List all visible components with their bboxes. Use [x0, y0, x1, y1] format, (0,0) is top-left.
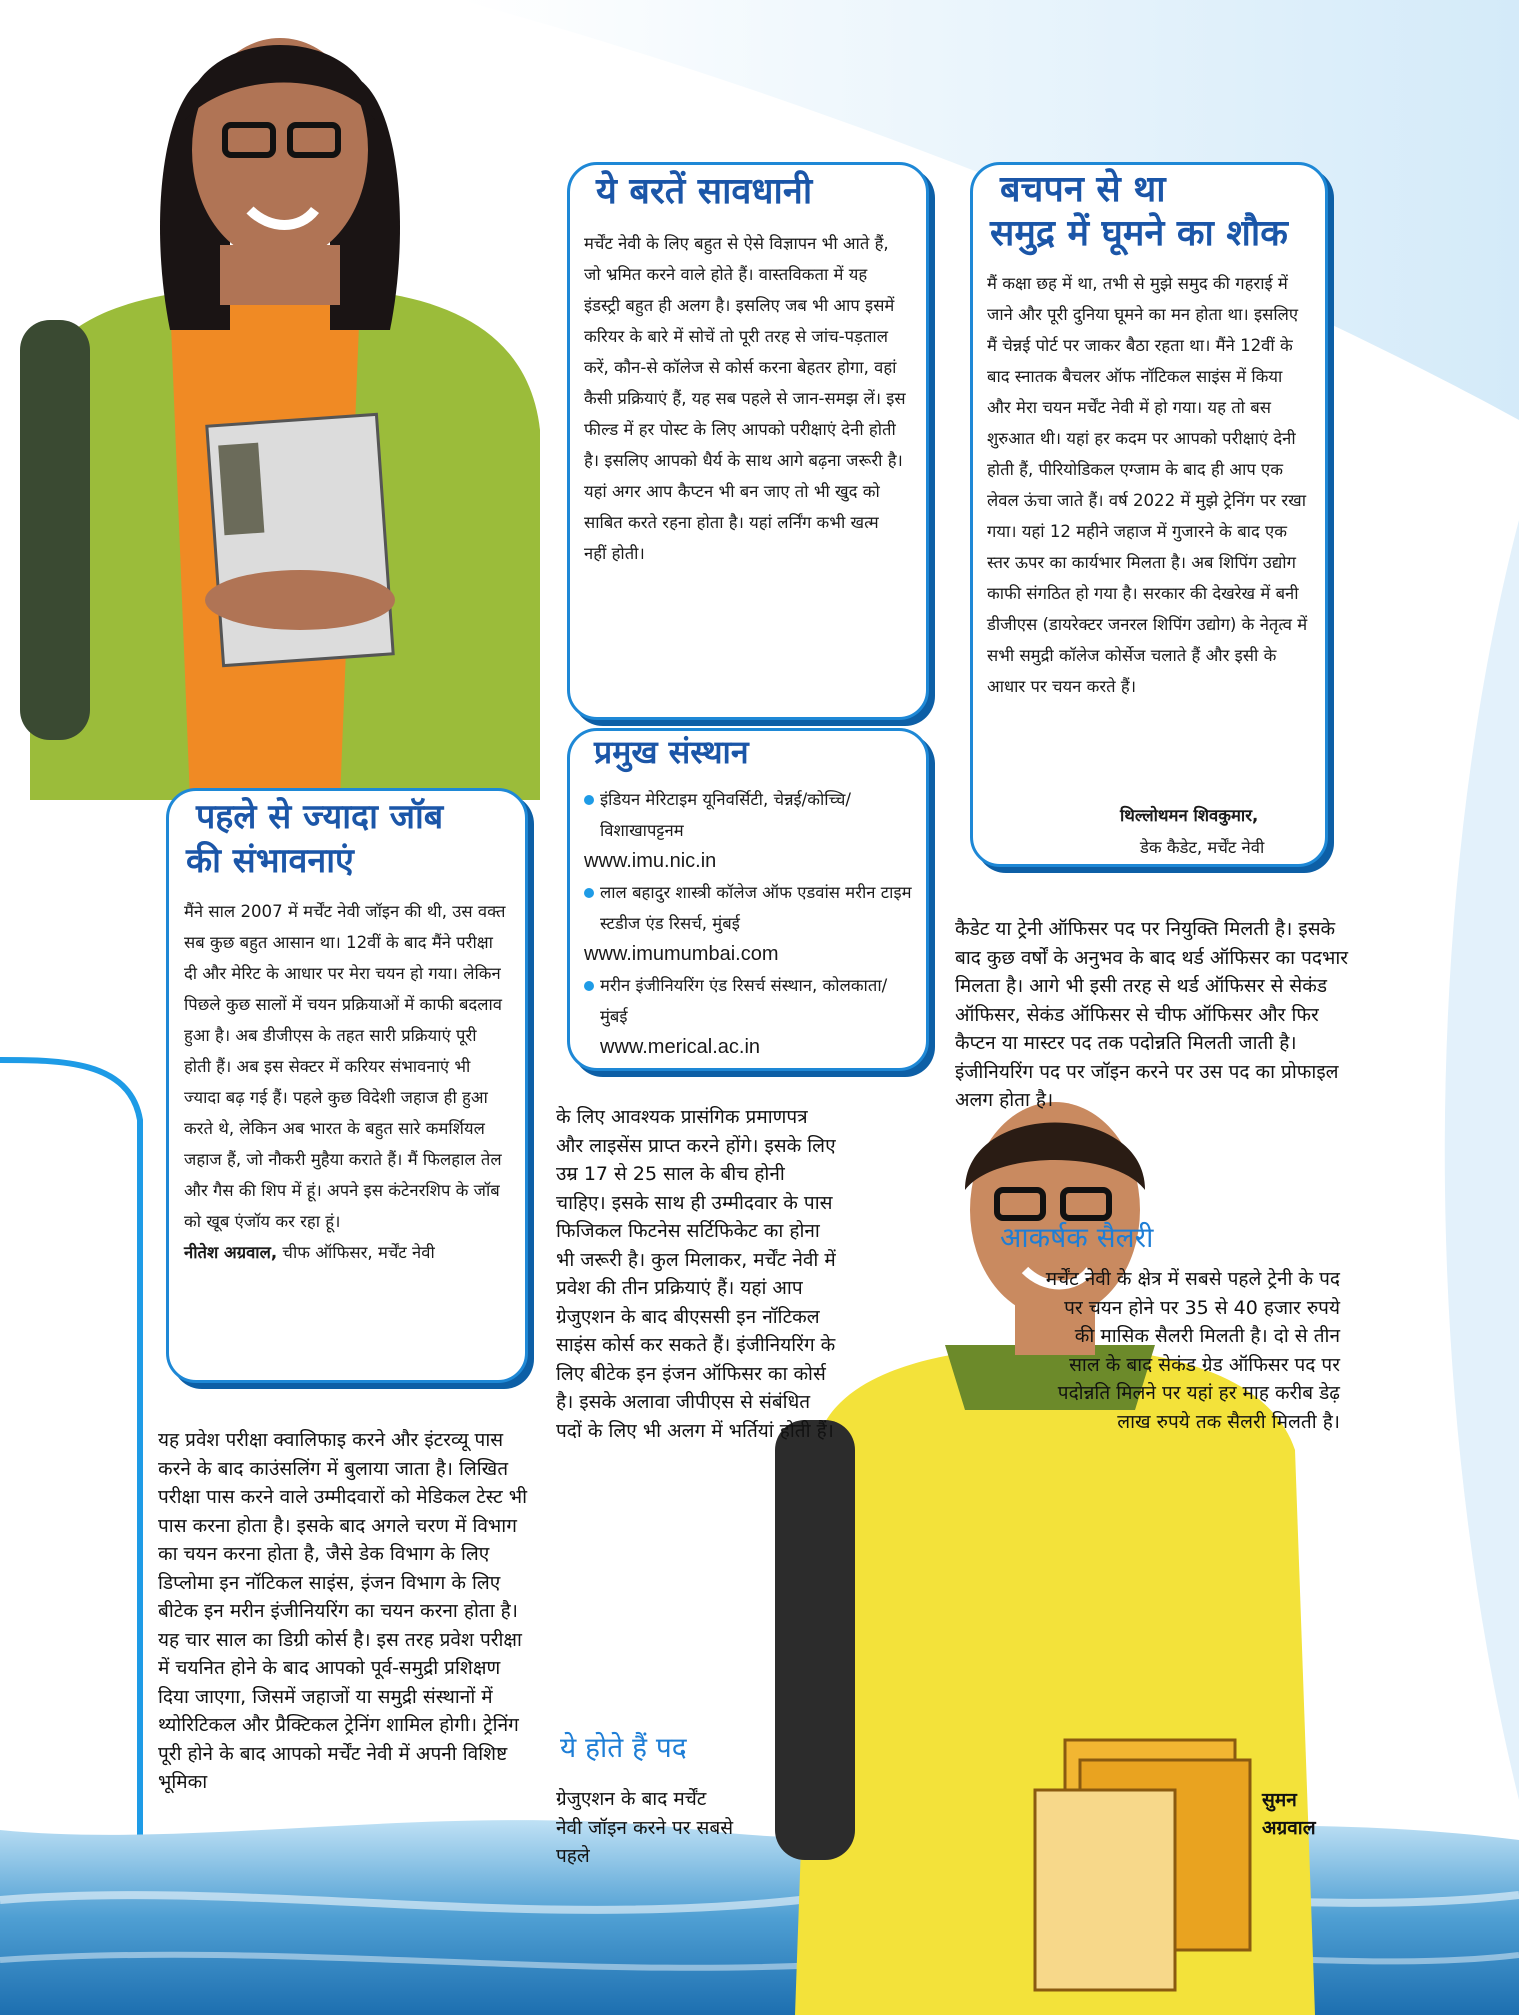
institute-name: मरीन इंजीनियरिंग एंड रिसर्च संस्थान, कोलकाता/मुंबई	[600, 976, 888, 1026]
posts-text: ग्रेजुएशन के बाद मर्चेंट नेवी जॉइन करने पर सबसे पहले	[556, 1788, 734, 1867]
posts-subhead: ये होते हैं पद	[560, 1731, 687, 1764]
student-girl-photo	[0, 0, 560, 800]
jobs-sign-name: नीतेश अग्रवाल,	[184, 1243, 278, 1262]
institute-item	[584, 784, 914, 877]
salary-subhead: आकर्षक सैलरी	[1000, 1221, 1154, 1254]
salary-sign-line2: अग्रवाल	[1262, 1817, 1316, 1839]
bullet-icon	[584, 981, 594, 991]
right-swoosh	[1445, 520, 1519, 1800]
middle-column-text: के लिए आवश्यक प्रासंगिक प्रमाणपत्र और लाइसेंस प्राप्त करने होंगे। इसके लिए उम्र 17 से 25 साल के बीच होनी चाहिए। इसके साथ ही उम्मीदवार के पास फिजिकल फिटनेस सर्टिफिकेट का होना भी जरूरी है। कुल मिलाकर, मर्चेंट नेवी में प्रवेश की तीन प्रक्रियाएं हैं। यहां आप ग्रेजुएशन के बाद बीएससी इन नॉटिकल साइंस कोर्स कर सकते हैं। इंजीनियरिंग के लिए बीटेक इन इंजन ऑफिसर का कोर्स है। इसके अलावा जीपीएस से संबंधित पदों के लिए भी अलग में भर्तियां होती हैं।	[556, 1106, 836, 1442]
institute-url[interactable]: www.merical.ac.in	[600, 1036, 761, 1058]
jobs-title-line1: पहले से ज्यादा जॉब	[196, 797, 444, 837]
institute-item	[584, 970, 914, 1063]
left-column-text: यह प्रवेश परीक्षा क्वालिफाइ करने और इंटरव्यू पास करने के बाद काउंसलिंग में बुलाया जाता है। लिखित परीक्षा पास करने वाले उम्मीदवारों को मेडिकल टेस्ट भी पास करना होता है। इसके बाद अगले चरण में विभाग का चयन करना होता है, जैसे डेक विभाग के लिए डिप्लोमा इन नॉटिकल साइंस, इंजन विभाग के लिए बीटेक इन मरीन इंजीनियरिंग का चयन करना होता है। यह चार साल का डिग्री कोर्स है। इस तरह प्रवेश परीक्षा में चयनित होने के बाद आपको पूर्व-समुद्री प्रशिक्षण दिया जाएगा, जिसमें जहाजों या समुद्री संस्थानों में थ्योरिटिकल और प्रैक्टिकल ट्रेनिंग शामिल होगी। ट्रेनिंग पूरी होने के बाद आपको मर्चेंट नेवी में अपनी विशिष्ट भूमिका	[158, 1429, 528, 1793]
salary-sign-line1: सुमन	[1262, 1789, 1297, 1811]
institute-item	[584, 877, 914, 970]
institutes-title: प्रमुख संस्थान	[594, 733, 749, 771]
childhood-text: मैं कक्षा छह में था, तभी से मुझे समुद की गहराई में जाने और पूरी दुनिया घूमने का मन होता था। इसलिए मैं चेन्नई पोर्ट पर जाकर बैठा रहता था। मैंने 12वीं के बाद स्नातक बैचलर ऑफ नॉटिकल साइंस में किया और मेरा चयन मर्चेंट नेवी में हो गया। यह तो बस शुरुआत थी। यहां हर कदम पर आपको परीक्षाएं देनी होती हैं, पीरियोडिकल एग्जाम के बाद ही आप एक लेवल ऊंचा जाते हैं। वर्ष 2022 में मुझे ट्रेनिंग पर रखा गया। यहां 12 महीने जहाज में गुजारने के बाद एक स्तर ऊपर का कार्यभार मिलता है। अब शिपिंग उद्योग काफी संगठित हो गया है। सरकार की देखरेख में बनी डीजीएस (डायरेक्टर जनरल शिपिंग उद्योग) के नेतृत्व में सभी समुद्री कॉलेज कोर्सेज चलाते हैं और इसी के आधार पर चयन करते हैं।	[987, 274, 1308, 696]
institute-name: लाल बहादुर शास्त्री कॉलेज ऑफ एडवांस मरीन टाइम स्टडीज एंड रिसर्च, मुंबई	[600, 883, 912, 933]
institute-url[interactable]: www.imu.nic.in	[584, 850, 717, 872]
bullet-icon	[584, 888, 594, 898]
precautions-title: ये बरतें सावधानी	[596, 171, 813, 212]
institute-name: इंडियन मेरिटाइम यूनिवर्सिटी, चेन्नई/कोच्चि/विशाखापट्टनम	[600, 790, 851, 840]
institute-url[interactable]: www.imumumbai.com	[584, 943, 779, 965]
bullet-icon	[584, 795, 594, 805]
jobs-sign-role: चीफ ऑफिसर, मर्चेंट नेवी	[277, 1243, 435, 1262]
jobs-title-line2: की संभावनाएं	[186, 841, 354, 881]
institutes-list	[584, 784, 914, 1063]
precautions-text: मर्चेंट नेवी के लिए बहुत से ऐसे विज्ञापन भी आते हैं, जो भ्रमित करने वाले होते हैं। वास्तविकता में यह इंडस्ट्री बहुत ही अलग है। इसलिए जब भी आप इसमें करियर के बारे में सोचें तो पूरी तरह से जांच-पड़ताल करें, कौन-से कॉलेज से कोर्स करना बेहतर होगा, वहां कैसी प्रक्रियाएं हैं, यह सब पहले से जान-समझ लें। इस फील्ड में हर पोस्ट के लिए आपको परीक्षाएं देनी होती है। इसलिए आपको धैर्य के साथ आगे बढ़ना जरूरी है। यहां अगर आप कैप्टन भी बन जाए तो भी खुद को साबित करते रहना होता है। यहां लर्निंग कभी खत्म नहीं होती।	[584, 234, 906, 563]
right-column-text: कैडेट या ट्रेनी ऑफिसर पद पर नियुक्ति मिलती है। इसके बाद कुछ वर्षों के अनुभव के बाद थर्ड ऑफिसर का पदभार मिलता है। आगे भी इसी तरह से थर्ड ऑफिसर से सेकंड ऑफिसर, सेकंड ऑफिसर से चीफ ऑफिसर और फिर कैप्टन या मास्टर पद तक पदोन्नति मिलती जाती है। इंजीनियरिंग पद पर जॉइन करने पर उस पद का प्रोफाइल अलग होता है।	[955, 918, 1349, 1111]
salary-text: मर्चेंट नेवी के क्षेत्र में सबसे पहले ट्रेनी के पद पर चयन होने पर 35 से 40 हजार रुपये की मासिक सैलरी मिलती है। दो से तीन साल के बाद सेकंड ग्रेड ऑफिसर पद पर पदोन्नति मिलने पर यहां हर माह करीब डेढ़ लाख रुपये तक सैलरी मिलती है।	[1045, 1268, 1340, 1433]
jobs-text: मैंने साल 2007 में मर्चेंट नेवी जॉइन की थी, उस वक्त सब कुछ बहुत आसान था। 12वीं के बाद मैंने परीक्षा दी और मेरिट के आधार पर मेरा चयन हो गया। लेकिन पिछले कुछ सालों में चयन प्रक्रियाओं में काफी बदलाव हुआ है। अब डीजीएस के तहत सारी प्रक्रियाएं पूरी होती हैं। अब इस सेक्टर में करियर संभावनाएं भी ज्यादा बढ़ गई हैं। पहले कुछ विदेशी जहाज ही हुआ करते थे, लेकिन अब भारत के बहुत सारे कमर्शियल जहाज हैं, जो नौकरी मुहैया कराते हैं। मैं फिलहाल तेल और गैस की शिप में हूं। अपने इस कंटेनरशिप के जॉब को खूब एंजॉय कर रहा हूं। नीतेश अग्रवाल, चीफ ऑफिसर, मर्चेंट नेवी	[184, 902, 506, 1262]
childhood-title-line2: समुद्र में घूमने का शौक	[990, 213, 1288, 254]
childhood-title-line1: बचपन से था	[1000, 169, 1166, 210]
childhood-sign-role: डेक कैडेट, मर्चेंट नेवी	[1140, 838, 1265, 857]
childhood-sign-name: थिल्लोथमन शिवकुमार,	[1120, 806, 1259, 825]
